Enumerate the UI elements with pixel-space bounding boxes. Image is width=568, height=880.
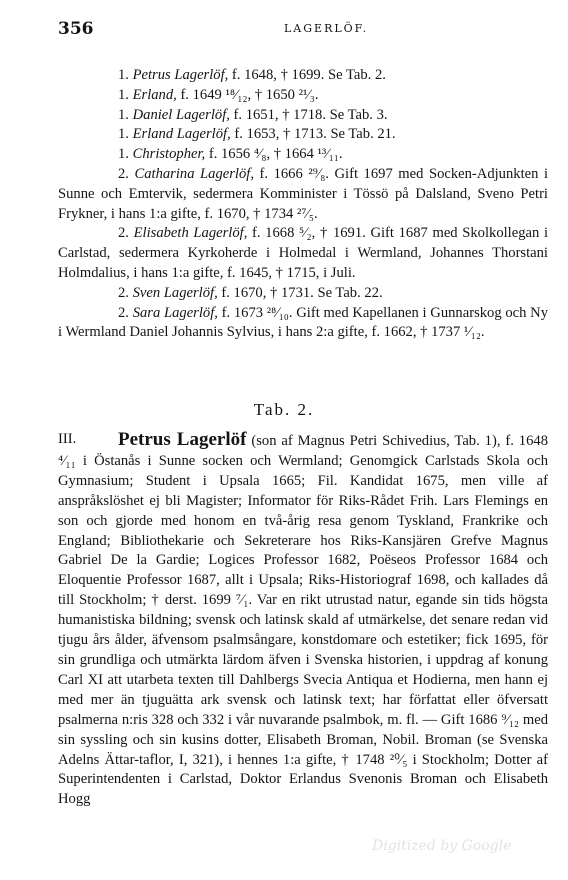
- entry-name: Sven Lagerlöf,: [132, 284, 218, 301]
- entry-name: Sara Lagerlöf,: [132, 304, 218, 321]
- entry-name: Daniel Lagerlöf,: [132, 106, 230, 123]
- list-item: [58, 125, 548, 145]
- list-item: [58, 304, 548, 344]
- entry-name: Christopher,: [132, 146, 206, 163]
- entry-number: 2.: [118, 225, 129, 242]
- entry-name: Erland,: [132, 86, 177, 103]
- biography-paragraph: [58, 430, 548, 810]
- list-item: [58, 284, 548, 304]
- biography-name: Petrus Lagerlöf: [118, 429, 247, 450]
- list-item: [58, 86, 548, 106]
- entry-text: f. 1656 ⁴⁄₈, † 1664 ¹³⁄₁₁.: [205, 146, 343, 163]
- entry-text: f. 1653, † 1713. Se Tab. 21.: [230, 126, 396, 143]
- biography-section: [58, 430, 548, 810]
- entry-name: Erland Lagerlöf,: [132, 126, 231, 143]
- entry-text: f. 1648, † 1699. Se Tab. 2.: [228, 67, 386, 83]
- entry-number: 1.: [118, 126, 129, 143]
- entry-text: f. 1649 ¹⁸⁄₁₂, † 1650 ²¹⁄₃.: [176, 86, 319, 103]
- generation-numeral: III.: [58, 431, 77, 447]
- entry-text: f. 1670, † 1731. Se Tab. 22.: [217, 284, 383, 301]
- entry-text: f. 1651, † 1718. Se Tab. 3.: [229, 106, 388, 123]
- entry-name: Petrus Lagerlöf,: [132, 67, 229, 83]
- entry-number: 1.: [118, 67, 129, 83]
- page-number: 356: [58, 19, 94, 39]
- entry-text: f. 1666 ²⁹⁄₈. Gift 1697 med Socken-Adjunkten i Sunne och Emtervik, sedermera Komminister i Tössö på Dalsland, Sveno Petri Frykner, i hans 1:a gifte, f. 1670, † 1734 ²⁷⁄₅.: [58, 165, 548, 222]
- running-head: LAGERLÖF.: [284, 22, 369, 35]
- page-header: [0, 19, 568, 41]
- scan-watermark: Digitized by Google: [372, 838, 512, 854]
- entry-name: Elisabeth Lagerlöf,: [133, 225, 248, 242]
- table-heading: Tab. 2.: [253, 400, 315, 419]
- list-item: [58, 165, 548, 224]
- entry-number: 1.: [118, 106, 129, 123]
- biography-text: (son af Magnus Petri Schivedius, Tab. 1), f. 1648 ⁴⁄₁₁ i Östanås i Sunne socken och Wermland; Genomgick Carlstads Skola och Gymnasium; Student i Upsala 1665; Fil. Kandidat 1675, men ville af anspråkslöshet ej bli Magister; Informator för Riks-Rådet Frih. Lars Flemings en son och gjorde med honom en två-årig resa genom Tyskland, Frankrike och England; Bibliothekarie och Sekreterare hos Riks-Kansjären Grefve Magnus Gabriel De la Gardie; Logices Professor 1682, Poëseos Professor 1684 och Eloquentie Professor 1687, allt i Upsala; Riks-Historiograf 1698, och kallades då till Stockholm; † derst. 1699 ⁷⁄₁. Var en rikt utrustad natur, egande sin tids högsta humanistiska bildning; svensk och latinsk skald af utmärkelse, det senare redan vid tjugu års ålder, äfvensom psalmsångare, konstdomare och estetiker; fick 1695, för sin grundliga och utmärkta lärdom äfven i Svenska historien, i uppdrag af konung Carl XI att utarbeta texten till Dahlbergs Svecia Antiqua et Hodierna, men hann ej med mer än tjuguätta ark svensk och latinsk text; har författat eller öfversatt psalmerna n:ris 328 och 332 i vår nuvarande psalmbok, m. fl. — Gift 1686 ⁹⁄₁₂ med sin syssling och sin kusins dotter, Elisabeth Broman, Nobil. Broman (se Svenska Adelns Ättar-taflor, I, 321), i hennes 1:a gifte, † 1748 ²⁰⁄₅ i Stockholm; Dotter af Superintendenten i Carlstad, Doktor Erlandus Svenonis Broman och Elisabeth Hogg: [58, 433, 548, 808]
- children-list: [58, 66, 548, 343]
- entry-text: f. 1673 ²⁸⁄₁₀. Gift med Kapellanen i Gunnarskog och Ny i Wermland Daniel Johannis Sylvius, i hans 2:a gifte, f. 1662, † 1737 ¹⁄₁₂.: [58, 304, 549, 341]
- entry-number: 1.: [118, 146, 129, 163]
- entry-text: f. 1668 ⁵⁄₂, † 1691. Gift 1687 med Skolkollegan i Carlstad, sedermera Kyrkoherde i Holmedal i Wermland, Johannes Thorstani Holmdalius, i hans 1:a gifte, f. 1645, † 1715, i Juli.: [58, 225, 548, 281]
- entry-number: 2.: [118, 304, 129, 321]
- entry-name: Catharina Lagerlöf,: [134, 165, 254, 182]
- list-item: [58, 145, 548, 165]
- list-item: [58, 66, 548, 86]
- entry-number: 2.: [118, 165, 129, 182]
- list-item: [58, 224, 548, 283]
- entry-number: 1.: [118, 86, 129, 103]
- list-item: [58, 106, 548, 126]
- entry-number: 2.: [118, 284, 129, 301]
